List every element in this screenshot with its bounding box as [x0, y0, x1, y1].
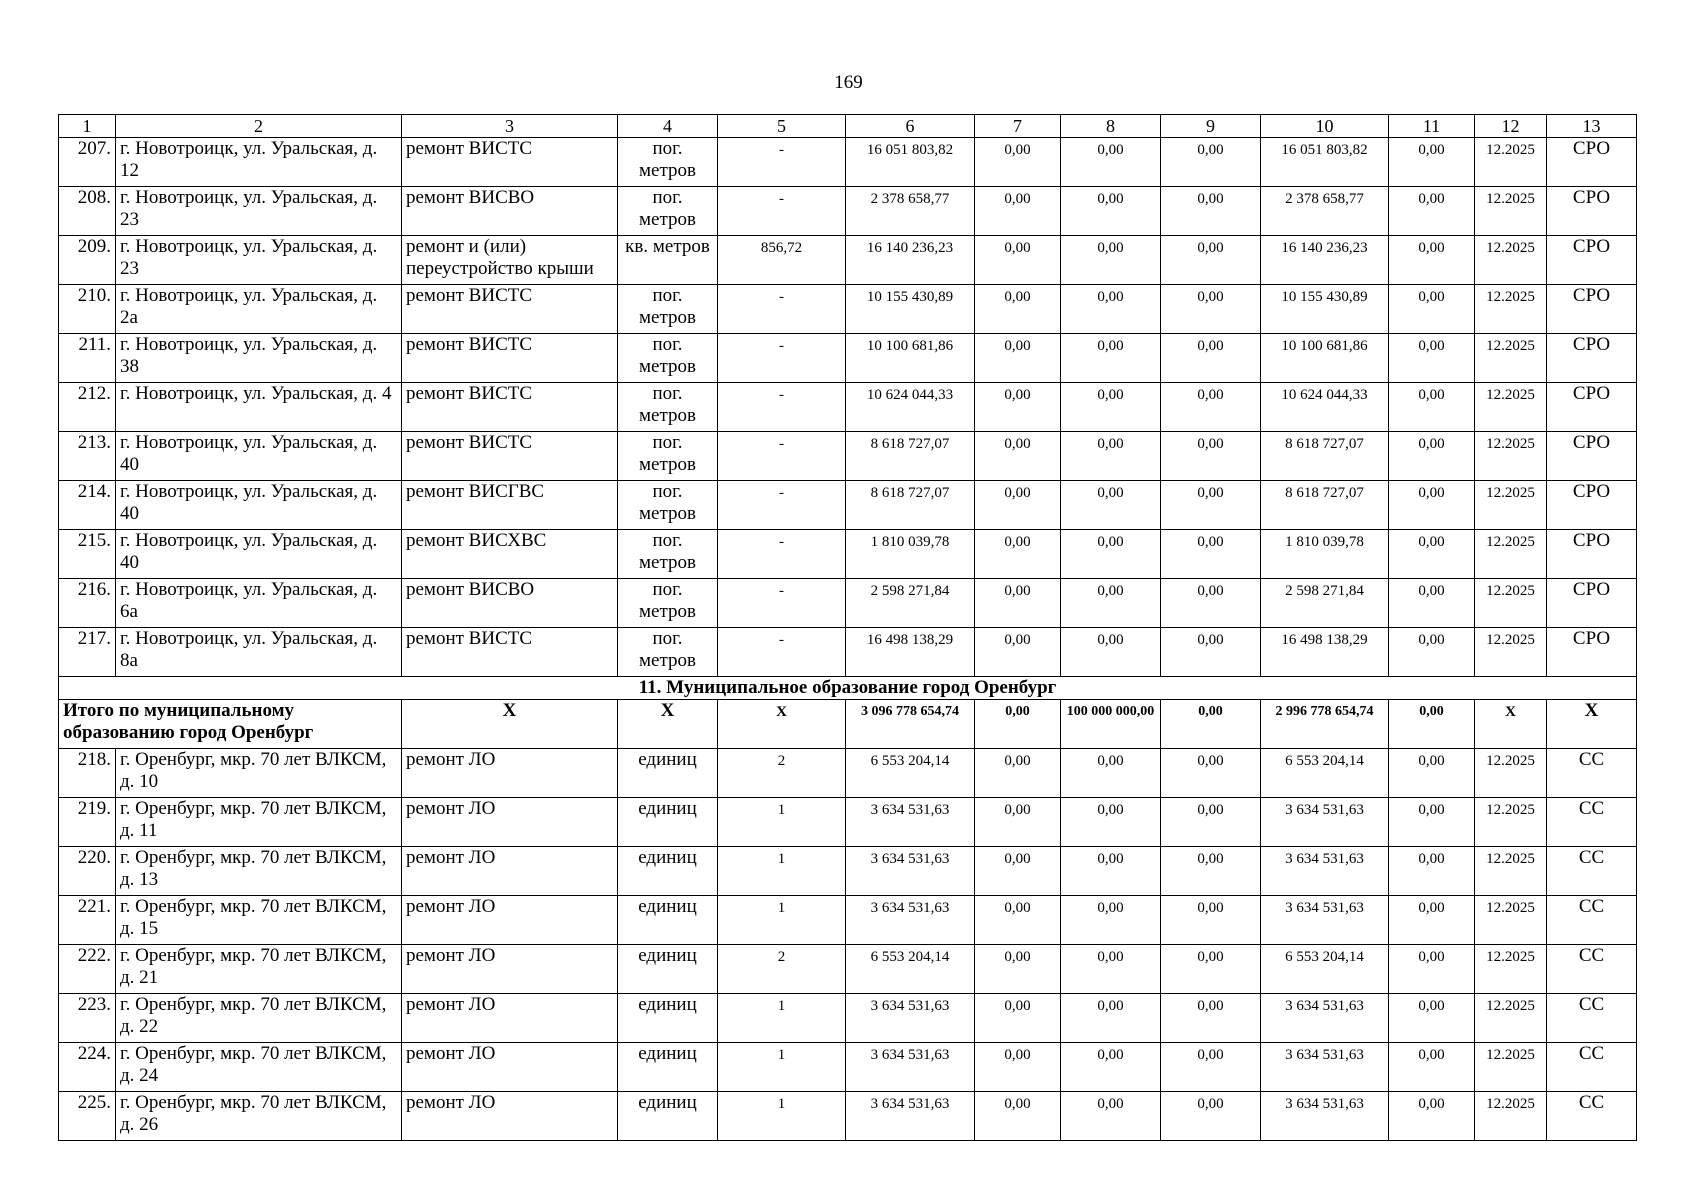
cell-addr: г. Новотроицк, ул. Уральская, д. 12	[116, 138, 402, 187]
table-row	[59, 236, 1637, 285]
column-header: 12	[1475, 115, 1547, 138]
cell-c10: 3 634 531,63	[1261, 798, 1389, 847]
cell-c8: 0,00	[1061, 579, 1161, 628]
cell-unit: пог. метров	[618, 628, 718, 677]
cell-qty: -	[718, 138, 846, 187]
cell-unit: единиц	[618, 1092, 718, 1141]
total-cell-c12: Х	[1475, 700, 1547, 749]
cell-c10: 10 155 430,89	[1261, 285, 1389, 334]
cell-c13: СС	[1547, 1092, 1637, 1141]
cell-c11: 0,00	[1389, 798, 1475, 847]
cell-num: 213.	[59, 432, 116, 481]
cell-qty: 2	[718, 945, 846, 994]
cell-c13: СРО	[1547, 236, 1637, 285]
cell-c10: 16 140 236,23	[1261, 236, 1389, 285]
cell-c6: 16 498 138,29	[846, 628, 975, 677]
cell-c13: СРО	[1547, 138, 1637, 187]
table-row	[59, 798, 1637, 847]
cell-num: 219.	[59, 798, 116, 847]
cell-addr: г. Новотроицк, ул. Уральская, д. 38	[116, 334, 402, 383]
cell-c13: СС	[1547, 896, 1637, 945]
cell-c11: 0,00	[1389, 749, 1475, 798]
cell-addr: г. Новотроицк, ул. Уральская, д. 6а	[116, 579, 402, 628]
cell-c7: 0,00	[975, 945, 1061, 994]
cell-c11: 0,00	[1389, 236, 1475, 285]
cell-work: ремонт ЛО	[402, 1043, 618, 1092]
table-row	[59, 847, 1637, 896]
cell-c12: 12.2025	[1475, 1043, 1547, 1092]
cell-c6: 2 378 658,77	[846, 187, 975, 236]
cell-c6: 3 634 531,63	[846, 1043, 975, 1092]
cell-c13: СРО	[1547, 579, 1637, 628]
cell-unit: пог. метров	[618, 334, 718, 383]
cell-c12: 12.2025	[1475, 236, 1547, 285]
cell-c12: 12.2025	[1475, 1092, 1547, 1141]
cell-c11: 0,00	[1389, 579, 1475, 628]
cell-c7: 0,00	[975, 1043, 1061, 1092]
cell-c6: 8 618 727,07	[846, 432, 975, 481]
page-number: 169	[834, 72, 863, 93]
cell-unit: пог. метров	[618, 383, 718, 432]
cell-unit: пог. метров	[618, 187, 718, 236]
cell-c9: 0,00	[1161, 847, 1261, 896]
total-cell-c3: Х	[402, 700, 618, 749]
cell-addr: г. Новотроицк, ул. Уральская, д. 2а	[116, 285, 402, 334]
cell-num: 211.	[59, 334, 116, 383]
cell-c11: 0,00	[1389, 994, 1475, 1043]
cell-c12: 12.2025	[1475, 481, 1547, 530]
cell-num: 208.	[59, 187, 116, 236]
cell-work: ремонт ЛО	[402, 1092, 618, 1141]
cell-num: 215.	[59, 530, 116, 579]
cell-qty: -	[718, 432, 846, 481]
cell-c12: 12.2025	[1475, 896, 1547, 945]
cell-c12: 12.2025	[1475, 847, 1547, 896]
cell-qty: 1	[718, 798, 846, 847]
cell-c10: 16 051 803,82	[1261, 138, 1389, 187]
cell-c10: 8 618 727,07	[1261, 481, 1389, 530]
cell-c11: 0,00	[1389, 432, 1475, 481]
cell-c8: 0,00	[1061, 481, 1161, 530]
cell-qty: -	[718, 530, 846, 579]
cell-addr: г. Новотроицк, ул. Уральская, д. 8а	[116, 628, 402, 677]
cell-num: 221.	[59, 896, 116, 945]
cell-c12: 12.2025	[1475, 383, 1547, 432]
cell-num: 218.	[59, 749, 116, 798]
cell-work: ремонт ЛО	[402, 847, 618, 896]
cell-c12: 12.2025	[1475, 138, 1547, 187]
cell-c8: 0,00	[1061, 1092, 1161, 1141]
cell-c6: 3 634 531,63	[846, 847, 975, 896]
cell-qty: -	[718, 628, 846, 677]
cell-unit: единиц	[618, 798, 718, 847]
cell-c7: 0,00	[975, 334, 1061, 383]
cell-num: 207.	[59, 138, 116, 187]
section-row	[59, 677, 1637, 700]
program-table	[58, 114, 1637, 1141]
cell-c11: 0,00	[1389, 1043, 1475, 1092]
cell-c8: 0,00	[1061, 334, 1161, 383]
cell-c11: 0,00	[1389, 945, 1475, 994]
total-cell-c10: 2 996 778 654,74	[1261, 700, 1389, 749]
cell-c12: 12.2025	[1475, 530, 1547, 579]
cell-c6: 10 624 044,33	[846, 383, 975, 432]
cell-c8: 0,00	[1061, 896, 1161, 945]
cell-c11: 0,00	[1389, 896, 1475, 945]
cell-c9: 0,00	[1161, 285, 1261, 334]
cell-unit: пог. метров	[618, 432, 718, 481]
total-cell-c11: 0,00	[1389, 700, 1475, 749]
cell-c12: 12.2025	[1475, 334, 1547, 383]
cell-qty: 2	[718, 749, 846, 798]
header-row	[59, 115, 1637, 138]
cell-c6: 16 051 803,82	[846, 138, 975, 187]
cell-qty: -	[718, 383, 846, 432]
cell-c6: 3 634 531,63	[846, 798, 975, 847]
cell-qty: 1	[718, 847, 846, 896]
cell-unit: единиц	[618, 994, 718, 1043]
cell-c10: 3 634 531,63	[1261, 1092, 1389, 1141]
cell-c12: 12.2025	[1475, 994, 1547, 1043]
table-row	[59, 285, 1637, 334]
cell-unit: пог. метров	[618, 285, 718, 334]
cell-c13: СС	[1547, 847, 1637, 896]
cell-num: 214.	[59, 481, 116, 530]
cell-qty: -	[718, 579, 846, 628]
cell-c8: 0,00	[1061, 138, 1161, 187]
cell-qty: -	[718, 334, 846, 383]
cell-unit: пог. метров	[618, 481, 718, 530]
cell-c13: СРО	[1547, 334, 1637, 383]
cell-c8: 0,00	[1061, 236, 1161, 285]
cell-c8: 0,00	[1061, 628, 1161, 677]
cell-qty: 1	[718, 1043, 846, 1092]
table-row	[59, 896, 1637, 945]
cell-c10: 3 634 531,63	[1261, 994, 1389, 1043]
cell-qty: -	[718, 285, 846, 334]
cell-c6: 3 634 531,63	[846, 994, 975, 1043]
cell-c8: 0,00	[1061, 749, 1161, 798]
total-cell-c6: 3 096 778 654,74	[846, 700, 975, 749]
cell-addr: г. Новотроицк, ул. Уральская, д. 23	[116, 236, 402, 285]
cell-qty: 1	[718, 1092, 846, 1141]
cell-c12: 12.2025	[1475, 749, 1547, 798]
cell-c12: 12.2025	[1475, 579, 1547, 628]
cell-c13: СС	[1547, 994, 1637, 1043]
cell-c8: 0,00	[1061, 432, 1161, 481]
cell-c7: 0,00	[975, 628, 1061, 677]
column-header: 9	[1161, 115, 1261, 138]
column-header: 4	[618, 115, 718, 138]
cell-c7: 0,00	[975, 1092, 1061, 1141]
cell-c10: 2 598 271,84	[1261, 579, 1389, 628]
table-row	[59, 749, 1637, 798]
table-row	[59, 945, 1637, 994]
table-row	[59, 138, 1637, 187]
cell-work: ремонт ВИСТС	[402, 138, 618, 187]
cell-addr: г. Оренбург, мкр. 70 лет ВЛКСМ, д. 26	[116, 1092, 402, 1141]
cell-c7: 0,00	[975, 481, 1061, 530]
cell-addr: г. Оренбург, мкр. 70 лет ВЛКСМ, д. 24	[116, 1043, 402, 1092]
table-row	[59, 1092, 1637, 1141]
cell-addr: г. Оренбург, мкр. 70 лет ВЛКСМ, д. 11	[116, 798, 402, 847]
cell-c10: 16 498 138,29	[1261, 628, 1389, 677]
cell-c7: 0,00	[975, 896, 1061, 945]
total-cell-c4: Х	[618, 700, 718, 749]
cell-addr: г. Оренбург, мкр. 70 лет ВЛКСМ, д. 21	[116, 945, 402, 994]
cell-c9: 0,00	[1161, 481, 1261, 530]
cell-qty: -	[718, 187, 846, 236]
cell-c13: СС	[1547, 798, 1637, 847]
cell-c7: 0,00	[975, 749, 1061, 798]
cell-addr: г. Оренбург, мкр. 70 лет ВЛКСМ, д. 22	[116, 994, 402, 1043]
cell-unit: пог. метров	[618, 530, 718, 579]
table-row	[59, 579, 1637, 628]
cell-work: ремонт ВИСТС	[402, 432, 618, 481]
cell-addr: г. Новотроицк, ул. Уральская, д. 40	[116, 530, 402, 579]
cell-num: 220.	[59, 847, 116, 896]
table-body	[59, 115, 1637, 1141]
cell-c13: СРО	[1547, 530, 1637, 579]
cell-c9: 0,00	[1161, 749, 1261, 798]
column-header: 3	[402, 115, 618, 138]
cell-c9: 0,00	[1161, 138, 1261, 187]
cell-addr: г. Оренбург, мкр. 70 лет ВЛКСМ, д. 13	[116, 847, 402, 896]
cell-num: 217.	[59, 628, 116, 677]
cell-c7: 0,00	[975, 798, 1061, 847]
cell-addr: г. Новотроицк, ул. Уральская, д. 23	[116, 187, 402, 236]
cell-work: ремонт ВИСХВС	[402, 530, 618, 579]
cell-c6: 1 810 039,78	[846, 530, 975, 579]
cell-work: ремонт ЛО	[402, 945, 618, 994]
cell-work: ремонт ЛО	[402, 994, 618, 1043]
cell-c11: 0,00	[1389, 383, 1475, 432]
cell-c8: 0,00	[1061, 798, 1161, 847]
cell-c9: 0,00	[1161, 530, 1261, 579]
cell-c7: 0,00	[975, 432, 1061, 481]
cell-c8: 0,00	[1061, 187, 1161, 236]
cell-work: ремонт ВИСГВС	[402, 481, 618, 530]
cell-c7: 0,00	[975, 847, 1061, 896]
table-row	[59, 187, 1637, 236]
cell-unit: единиц	[618, 749, 718, 798]
cell-c10: 3 634 531,63	[1261, 896, 1389, 945]
cell-work: ремонт ВИСТС	[402, 334, 618, 383]
cell-c9: 0,00	[1161, 334, 1261, 383]
column-header: 6	[846, 115, 975, 138]
cell-work: ремонт и (или) переустройство крыши	[402, 236, 618, 285]
column-header: 1	[59, 115, 116, 138]
cell-c7: 0,00	[975, 579, 1061, 628]
cell-unit: единиц	[618, 847, 718, 896]
cell-c11: 0,00	[1389, 530, 1475, 579]
cell-c11: 0,00	[1389, 187, 1475, 236]
cell-c8: 0,00	[1061, 285, 1161, 334]
cell-c9: 0,00	[1161, 383, 1261, 432]
cell-c13: СРО	[1547, 187, 1637, 236]
cell-unit: кв. метров	[618, 236, 718, 285]
cell-c7: 0,00	[975, 187, 1061, 236]
cell-c8: 0,00	[1061, 994, 1161, 1043]
cell-work: ремонт ЛО	[402, 798, 618, 847]
cell-unit: пог. метров	[618, 579, 718, 628]
cell-c6: 3 634 531,63	[846, 896, 975, 945]
cell-c13: СС	[1547, 1043, 1637, 1092]
cell-c6: 10 100 681,86	[846, 334, 975, 383]
cell-c10: 10 100 681,86	[1261, 334, 1389, 383]
cell-c11: 0,00	[1389, 1092, 1475, 1141]
cell-c13: СС	[1547, 945, 1637, 994]
cell-c9: 0,00	[1161, 628, 1261, 677]
table-row	[59, 994, 1637, 1043]
cell-c13: СРО	[1547, 383, 1637, 432]
cell-c9: 0,00	[1161, 432, 1261, 481]
cell-c13: СРО	[1547, 628, 1637, 677]
cell-c13: СРО	[1547, 481, 1637, 530]
cell-c7: 0,00	[975, 530, 1061, 579]
cell-c10: 1 810 039,78	[1261, 530, 1389, 579]
cell-c10: 8 618 727,07	[1261, 432, 1389, 481]
cell-c9: 0,00	[1161, 1092, 1261, 1141]
cell-unit: единиц	[618, 945, 718, 994]
table-row	[59, 432, 1637, 481]
cell-num: 222.	[59, 945, 116, 994]
cell-c9: 0,00	[1161, 187, 1261, 236]
cell-work: ремонт ЛО	[402, 749, 618, 798]
cell-c10: 3 634 531,63	[1261, 1043, 1389, 1092]
column-header: 10	[1261, 115, 1389, 138]
cell-c6: 8 618 727,07	[846, 481, 975, 530]
table-row	[59, 334, 1637, 383]
column-header: 13	[1547, 115, 1637, 138]
cell-unit: единиц	[618, 1043, 718, 1092]
total-row	[59, 700, 1637, 749]
column-header: 7	[975, 115, 1061, 138]
cell-c11: 0,00	[1389, 847, 1475, 896]
cell-addr: г. Новотроицк, ул. Уральская, д. 4	[116, 383, 402, 432]
cell-c10: 2 378 658,77	[1261, 187, 1389, 236]
cell-c13: СРО	[1547, 285, 1637, 334]
cell-unit: пог. метров	[618, 138, 718, 187]
cell-c7: 0,00	[975, 138, 1061, 187]
cell-num: 223.	[59, 994, 116, 1043]
cell-c10: 6 553 204,14	[1261, 945, 1389, 994]
section-title: 11. Муниципальное образование город Оренбург	[59, 677, 1637, 700]
cell-c9: 0,00	[1161, 945, 1261, 994]
table-row	[59, 530, 1637, 579]
table-row	[59, 628, 1637, 677]
cell-num: 209.	[59, 236, 116, 285]
cell-c7: 0,00	[975, 994, 1061, 1043]
cell-c11: 0,00	[1389, 481, 1475, 530]
total-cell-c13: Х	[1547, 700, 1637, 749]
cell-work: ремонт ЛО	[402, 896, 618, 945]
cell-c7: 0,00	[975, 236, 1061, 285]
cell-c9: 0,00	[1161, 994, 1261, 1043]
cell-c13: СРО	[1547, 432, 1637, 481]
total-cell-c7: 0,00	[975, 700, 1061, 749]
cell-c13: СС	[1547, 749, 1637, 798]
cell-work: ремонт ВИСВО	[402, 187, 618, 236]
cell-addr: г. Оренбург, мкр. 70 лет ВЛКСМ, д. 15	[116, 896, 402, 945]
cell-c8: 0,00	[1061, 1043, 1161, 1092]
cell-c12: 12.2025	[1475, 945, 1547, 994]
cell-c9: 0,00	[1161, 896, 1261, 945]
column-header: 5	[718, 115, 846, 138]
table-row	[59, 481, 1637, 530]
cell-unit: единиц	[618, 896, 718, 945]
column-header: 8	[1061, 115, 1161, 138]
cell-qty: -	[718, 481, 846, 530]
cell-c12: 12.2025	[1475, 432, 1547, 481]
cell-work: ремонт ВИСТС	[402, 383, 618, 432]
cell-c11: 0,00	[1389, 285, 1475, 334]
cell-addr: г. Новотроицк, ул. Уральская, д. 40	[116, 432, 402, 481]
cell-c8: 0,00	[1061, 530, 1161, 579]
cell-qty: 1	[718, 994, 846, 1043]
cell-c10: 10 624 044,33	[1261, 383, 1389, 432]
cell-addr: г. Новотроицк, ул. Уральская, д. 40	[116, 481, 402, 530]
cell-c7: 0,00	[975, 383, 1061, 432]
cell-c8: 0,00	[1061, 945, 1161, 994]
total-cell-c8: 100 000 000,00	[1061, 700, 1161, 749]
column-header: 11	[1389, 115, 1475, 138]
cell-c12: 12.2025	[1475, 285, 1547, 334]
cell-c9: 0,00	[1161, 236, 1261, 285]
cell-c8: 0,00	[1061, 847, 1161, 896]
cell-c10: 6 553 204,14	[1261, 749, 1389, 798]
table-row	[59, 383, 1637, 432]
cell-c6: 2 598 271,84	[846, 579, 975, 628]
cell-c10: 3 634 531,63	[1261, 847, 1389, 896]
cell-c6: 16 140 236,23	[846, 236, 975, 285]
cell-c6: 10 155 430,89	[846, 285, 975, 334]
cell-c6: 6 553 204,14	[846, 945, 975, 994]
cell-num: 210.	[59, 285, 116, 334]
cell-num: 225.	[59, 1092, 116, 1141]
cell-qty: 1	[718, 896, 846, 945]
cell-c12: 12.2025	[1475, 798, 1547, 847]
cell-c12: 12.2025	[1475, 187, 1547, 236]
cell-addr: г. Оренбург, мкр. 70 лет ВЛКСМ, д. 10	[116, 749, 402, 798]
cell-c12: 12.2025	[1475, 628, 1547, 677]
cell-c6: 3 634 531,63	[846, 1092, 975, 1141]
cell-num: 212.	[59, 383, 116, 432]
total-cell-c9: 0,00	[1161, 700, 1261, 749]
cell-c11: 0,00	[1389, 334, 1475, 383]
cell-c9: 0,00	[1161, 579, 1261, 628]
cell-qty: 856,72	[718, 236, 846, 285]
cell-num: 216.	[59, 579, 116, 628]
cell-work: ремонт ВИСВО	[402, 579, 618, 628]
cell-work: ремонт ВИСТС	[402, 285, 618, 334]
cell-num: 224.	[59, 1043, 116, 1092]
cell-c9: 0,00	[1161, 1043, 1261, 1092]
total-label: Итого по муниципальному образованию город Оренбург	[59, 700, 402, 749]
table-row	[59, 1043, 1637, 1092]
cell-c6: 6 553 204,14	[846, 749, 975, 798]
total-cell-c5: Х	[718, 700, 846, 749]
cell-c9: 0,00	[1161, 798, 1261, 847]
cell-c11: 0,00	[1389, 138, 1475, 187]
cell-c7: 0,00	[975, 285, 1061, 334]
cell-work: ремонт ВИСТС	[402, 628, 618, 677]
cell-c8: 0,00	[1061, 383, 1161, 432]
column-header: 2	[116, 115, 402, 138]
cell-c11: 0,00	[1389, 628, 1475, 677]
